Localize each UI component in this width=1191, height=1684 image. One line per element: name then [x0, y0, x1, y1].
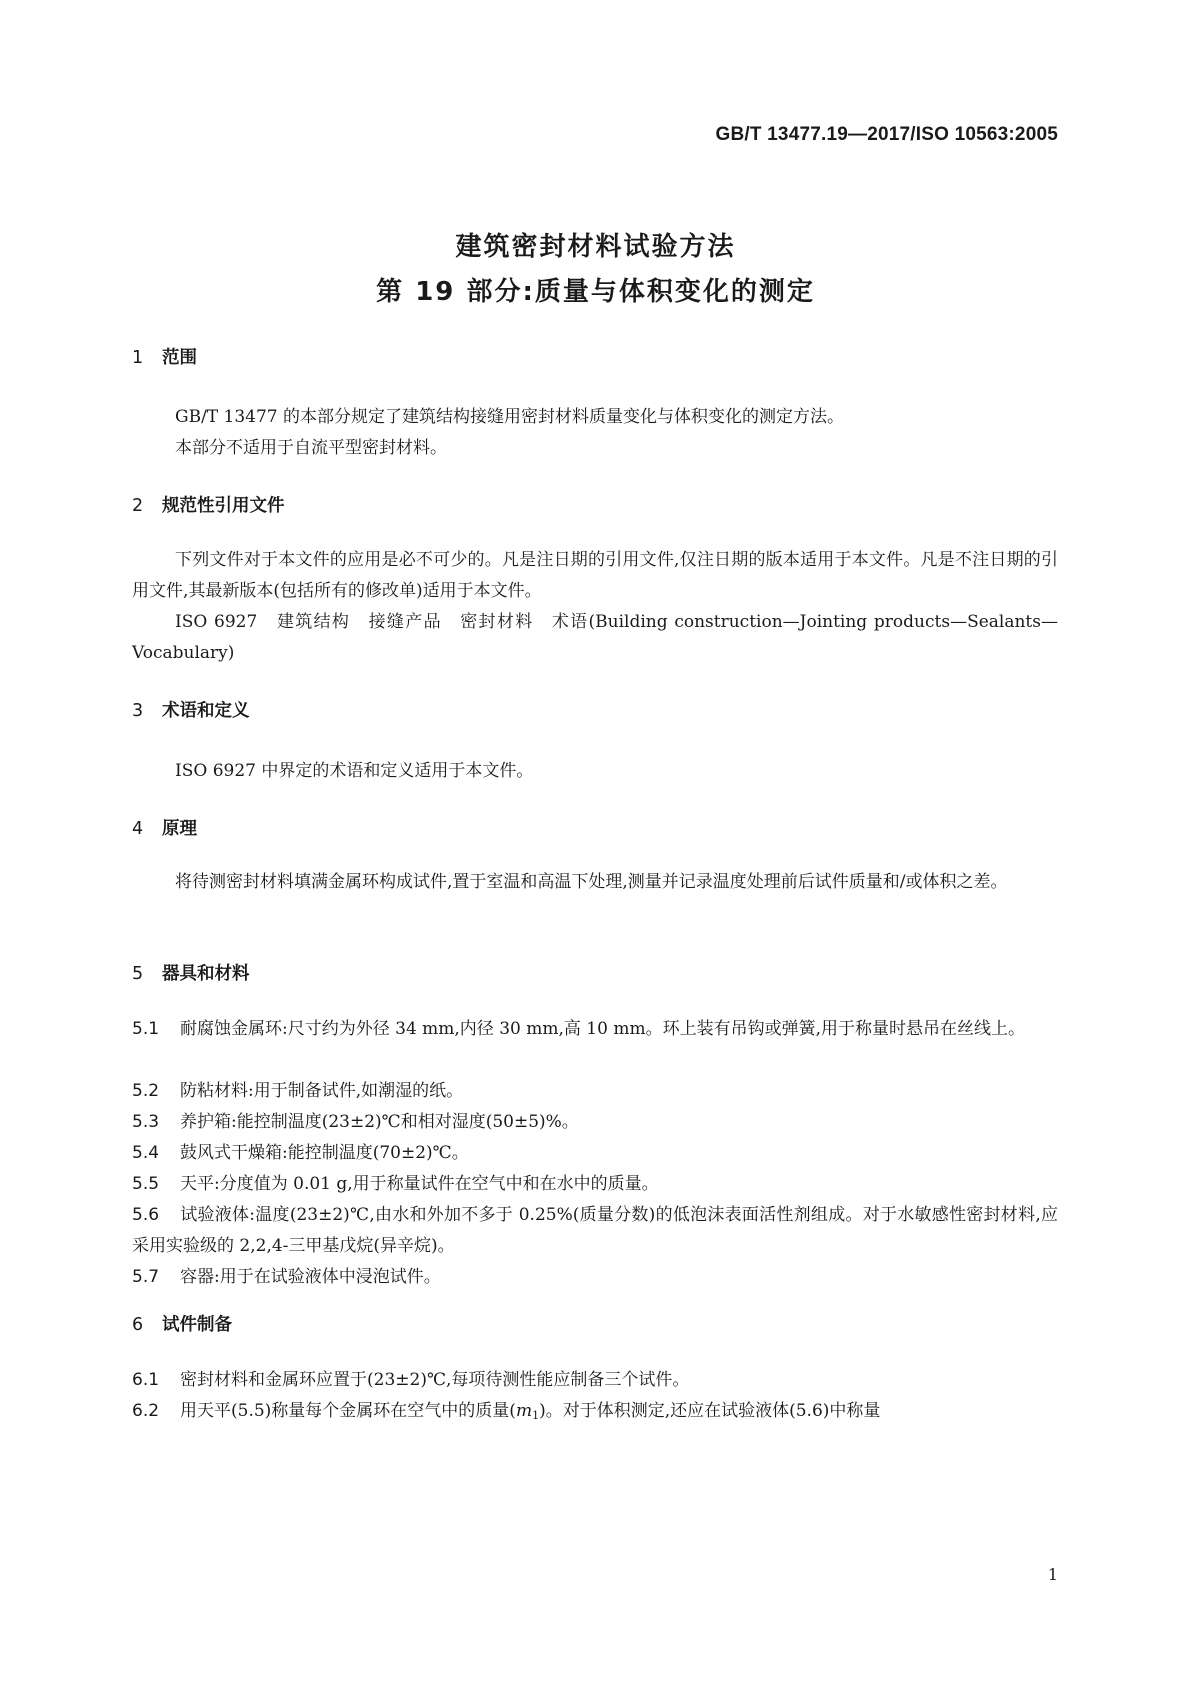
variable-subscript: 1 — [532, 1409, 540, 1422]
section-title: 术语和定义 — [162, 701, 250, 721]
page-number: 1 — [1047, 1565, 1058, 1584]
section-title: 原理 — [162, 819, 197, 839]
clause-text: 试验液体:温度(23±2)℃,由水和外加不多于 0.25%(质量分数)的低泡沫表面活性剂组成。对于水敏感性密封材料,应采用实验级的 2,2,4-三甲基戊烷(异辛烷)。 — [132, 1205, 1058, 1256]
clause-text: 防粘材料:用于制备试件,如潮湿的纸。 — [180, 1081, 464, 1101]
document-title-line2: 第 19 部分:质量与体积变化的测定 — [376, 277, 815, 307]
section-number: 5 — [132, 964, 144, 984]
paragraph: 将待测密封材料填满金属环构成试件,置于室温和高温下处理,测量并记录温度处理前后试件质量和/或体积之差。 — [175, 872, 1008, 892]
clause-text-a: 用天平(5.5)称量每个金属环在空气中的质量( — [180, 1401, 516, 1421]
clause-5-2 — [132, 1076, 1058, 1107]
clause-5-3 — [132, 1107, 1058, 1138]
clause-number: 5.5 — [132, 1174, 160, 1194]
clause-5-4 — [132, 1138, 1058, 1169]
clause-6-1 — [132, 1365, 1058, 1396]
clause-text: 容器:用于在试验液体中浸泡试件。 — [180, 1267, 441, 1287]
clause-5-5 — [132, 1169, 1058, 1200]
section-heading-specimen-preparation — [132, 1311, 232, 1336]
section-number: 2 — [132, 496, 144, 516]
section-number: 4 — [132, 819, 144, 839]
section-number: 6 — [132, 1315, 144, 1335]
section-title: 器具和材料 — [162, 964, 250, 984]
standard-code: GB/T 13477.19—2017/ISO 10563:2005 — [715, 124, 1058, 145]
section-heading-apparatus — [132, 960, 250, 985]
clause-number: 6.1 — [132, 1370, 160, 1390]
document-title-line1: 建筑密封材料试验方法 — [455, 232, 736, 262]
clause-number: 5.6 — [132, 1205, 160, 1225]
paragraph: GB/T 13477 的本部分规定了建筑结构接缝用密封材料质量变化与体积变化的测定方法。 — [175, 407, 845, 427]
section-title: 范围 — [162, 348, 197, 368]
paragraph: 下列文件对于本文件的应用是必不可少的。凡是注日期的引用文件,仅注日期的版本适用于本文件。凡是不注日期的引用文件,其最新版本(包括所有的修改单)适用于本文件。 — [132, 550, 1058, 601]
paragraph: 本部分不适用于自流平型密封材料。 — [175, 438, 447, 458]
section-title: 规范性引用文件 — [162, 496, 285, 516]
clause-5-7 — [132, 1262, 1058, 1293]
reference-entry: ISO 6927 建筑结构 接缝产品 密封材料 术语(Building construction—Jointing products—Sealants—Vocabulary) — [132, 612, 1058, 663]
section-number: 3 — [132, 701, 144, 721]
clause-number: 5.1 — [132, 1019, 160, 1039]
clause-number: 6.2 — [132, 1401, 160, 1421]
clause-number: 5.3 — [132, 1112, 160, 1132]
variable-m: m — [515, 1401, 533, 1421]
clause-text: 鼓风式干燥箱:能控制温度(70±2)℃。 — [180, 1143, 469, 1163]
clause-number: 5.2 — [132, 1081, 160, 1101]
clause-number: 5.4 — [132, 1143, 160, 1163]
clause-5-1 — [132, 1014, 1058, 1045]
clause-6-2 — [132, 1396, 1058, 1431]
section-heading-principle — [132, 815, 197, 840]
clause-text: 密封材料和金属环应置于(23±2)℃,每项待测性能应制备三个试件。 — [180, 1370, 690, 1390]
clause-5-6 — [132, 1200, 1058, 1262]
clause-text: 天平:分度值为 0.01 g,用于称量试件在空气中和在水中的质量。 — [180, 1174, 659, 1194]
clause-text-b: )。对于体积测定,还应在试验液体(5.6)中称量 — [539, 1401, 881, 1421]
section-title: 试件制备 — [162, 1315, 232, 1335]
section-heading-scope — [132, 344, 197, 369]
clause-text: 耐腐蚀金属环:尺寸约为外径 34 mm,内径 30 mm,高 10 mm。环上装有吊钩或弹簧,用于称量时悬吊在丝线上。 — [180, 1019, 1025, 1039]
section-number: 1 — [132, 348, 144, 368]
clause-text: 养护箱:能控制温度(23±2)℃和相对湿度(50±5)%。 — [180, 1112, 579, 1132]
section-heading-normative-references — [132, 492, 285, 517]
section-heading-terms — [132, 697, 250, 722]
clause-number: 5.7 — [132, 1267, 160, 1287]
paragraph: ISO 6927 中界定的术语和定义适用于本文件。 — [175, 761, 534, 781]
